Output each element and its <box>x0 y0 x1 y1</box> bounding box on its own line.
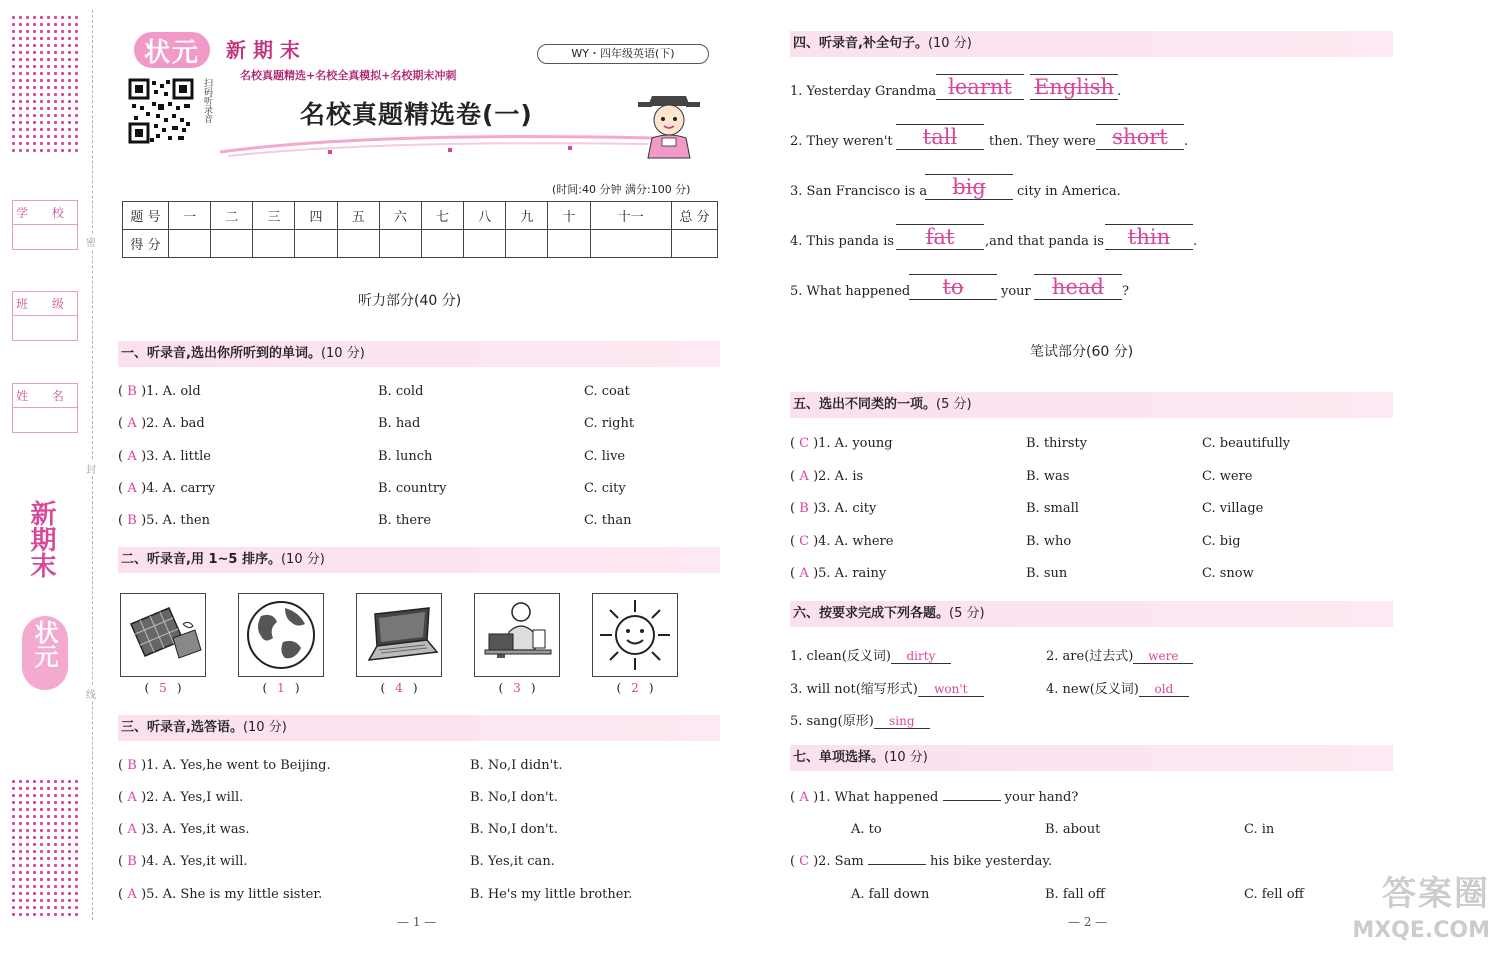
answer-mark: A <box>127 416 137 431</box>
score-input-cell[interactable] <box>672 230 718 258</box>
section-3-header <box>118 715 720 741</box>
s4-item-4-post: . <box>1193 234 1198 249</box>
globe-icon <box>239 594 323 676</box>
s7-item-1-stem: )1. What happened <box>813 790 939 805</box>
blank-bottom-line <box>909 299 997 300</box>
section-3-title: 三、听录音,选答语。 <box>121 720 243 735</box>
score-table-cell: 九 <box>506 202 548 230</box>
s4-item-1-word-1: learnt <box>948 75 1012 99</box>
s4-item-1-pre: 1. Yesterday Grandma <box>790 84 937 99</box>
s3-item-4: ( B )4. A. Yes,it will. <box>118 854 248 869</box>
s5-item-3-c: C. village <box>1202 501 1264 516</box>
blank-bottom-line <box>925 199 1013 200</box>
score-input-cell[interactable] <box>211 230 253 258</box>
score-input-cell[interactable] <box>169 230 211 258</box>
answer-mark: B <box>127 513 137 528</box>
s6-item-4-q: 4. new(反义词) <box>1046 682 1139 697</box>
s3-item-5-a: )5. A. She is my little sister. <box>141 887 323 902</box>
s5-item-5-a: )5. A. rainy <box>813 566 887 581</box>
score-table-cell: 五 <box>337 202 379 230</box>
cut-mark-mi: 密 <box>86 234 96 249</box>
s6-item-3 <box>790 678 984 697</box>
s4-item-1-blank-1 <box>936 74 1024 100</box>
s4-item-2-word-2: short <box>1112 125 1168 149</box>
s1-item-4-c: C. city <box>584 481 626 496</box>
s3-item-5: ( A )5. A. She is my little sister. <box>118 887 323 902</box>
s1-item-4-a: )4. A. carry <box>141 481 216 496</box>
s4-item-3-word-1: big <box>952 175 986 199</box>
section-5-score: (5 分) <box>936 397 972 412</box>
s3-item-5-b: B. He's my little brother. <box>470 887 633 902</box>
section-2-header <box>118 547 720 573</box>
s3-item-2-a: )2. A. Yes,I will. <box>141 790 244 805</box>
s5-item-3-a: )3. A. city <box>813 501 877 516</box>
s5-item-5-c: C. snow <box>1202 566 1254 581</box>
s6-item-5-q: 5. sang(原形) <box>790 714 874 729</box>
s4-item-4-blank-2 <box>1105 224 1193 250</box>
s5-item-4: ( C )4. A. where <box>790 534 894 549</box>
section-3-score: (10 分) <box>242 720 287 735</box>
scan-note: 扫码听录音 <box>202 78 212 123</box>
s6-item-1 <box>790 645 951 664</box>
sidebar-logo-text: 状元 <box>30 620 58 668</box>
picture-4-order: ( 3 ) <box>498 681 536 695</box>
school-label: 学 校 <box>13 201 77 225</box>
s5-item-2-c: C. were <box>1202 469 1253 484</box>
answer-mark: 1 <box>277 681 285 695</box>
picture-2-order: ( 1 ) <box>262 681 300 695</box>
answer-mark: A <box>127 481 137 496</box>
s4-item-2-post: . <box>1184 134 1189 149</box>
page-number-1: — 1 — <box>397 915 437 929</box>
s4-item-5-blank-1 <box>909 274 997 300</box>
answer-mark: A <box>127 822 137 837</box>
scholar-mascot-icon <box>636 88 702 160</box>
s7-item-2-stem: )2. Sam <box>813 854 864 869</box>
score-table-cell: 题 号 <box>123 202 169 230</box>
s5-item-1-b: B. thirsty <box>1026 436 1088 451</box>
blank-bottom-line <box>936 99 1024 100</box>
s6-item-3-answer[interactable]: won't <box>918 682 984 697</box>
section-6-header <box>790 601 1393 627</box>
s1-item-1: ( B )1. A. old <box>118 384 201 399</box>
s6-item-4-answer[interactable]: old <box>1139 682 1189 697</box>
name-label: 姓 名 <box>13 384 77 408</box>
score-input-cell[interactable] <box>295 230 337 258</box>
blank-bottom-line <box>896 249 984 250</box>
answer-mark: 2 <box>631 681 639 695</box>
solar-panel-icon <box>121 594 205 676</box>
s4-item-5-word-1: to <box>942 275 964 299</box>
s4-item-1-post: . <box>1117 84 1122 99</box>
section-1-score: (10 分) <box>320 346 365 361</box>
s4-item-4-word-2: thin <box>1127 225 1171 249</box>
s1-item-3: ( A )3. A. little <box>118 449 211 464</box>
score-table-cell: 二 <box>211 202 253 230</box>
picture-3-order: ( 4 ) <box>380 681 418 695</box>
s3-item-4-b: B. Yes,it can. <box>470 854 555 869</box>
cut-mark-xian: 线 <box>86 686 96 701</box>
s4-item-2-mid: then. They were <box>989 134 1096 149</box>
header-logo: 状元 <box>144 38 201 68</box>
answer-mark: B <box>127 758 137 773</box>
picture-1-order: ( 5 ) <box>144 681 182 695</box>
s4-item-4-pre: 4. This panda is <box>790 234 895 249</box>
s6-item-5 <box>790 710 930 729</box>
s7-item-2-b: B. fall off <box>1045 887 1105 902</box>
s1-item-2-b: B. had <box>378 416 421 431</box>
s5-item-5-b: B. sun <box>1026 566 1068 581</box>
section-5-title: 五、选出不同类的一项。 <box>793 397 937 412</box>
s7-item-1-blank[interactable] <box>943 800 1001 801</box>
blank-bottom-line <box>1105 249 1193 250</box>
sidebar-brand-vertical: 新期末 <box>26 500 56 578</box>
section-7-score: (10 分) <box>884 750 928 765</box>
s7-item-2-blank[interactable] <box>868 864 926 865</box>
answer-mark: C <box>799 854 810 869</box>
score-table-cell: 八 <box>464 202 506 230</box>
name-field[interactable] <box>12 383 78 433</box>
score-input-cell[interactable] <box>506 230 548 258</box>
section-1-title: 一、听录音,选出你所听到的单词。 <box>121 346 321 361</box>
s6-item-4 <box>1046 678 1189 697</box>
answer-mark: B <box>799 501 809 516</box>
writing-heading: 笔试部分(60 分) <box>1030 344 1134 360</box>
answer-mark: 5 <box>159 681 167 695</box>
answer-mark: B <box>127 854 137 869</box>
s5-item-3-b: B. small <box>1026 501 1079 516</box>
s6-item-3-q: 3. will not(缩写形式) <box>790 682 918 697</box>
s3-item-2-b: B. No,I don't. <box>470 790 558 805</box>
s1-item-4-b: B. country <box>378 481 447 496</box>
s4-item-5-pre: 5. What happened <box>790 284 911 299</box>
s1-item-1-c: C. coat <box>584 384 630 399</box>
s4-item-5-mid: your <box>1001 284 1031 299</box>
grade-tag: WY・四年级英语(下) <box>537 44 709 64</box>
s1-item-1-b: B. cold <box>378 384 424 399</box>
score-table <box>122 201 718 258</box>
s1-item-3-a: )3. A. little <box>141 449 211 464</box>
blank-bottom-line <box>1096 149 1184 150</box>
s3-item-3: ( A )3. A. Yes,it was. <box>118 822 250 837</box>
s7-item-1: ( A )1. What happened your hand? <box>790 790 1079 805</box>
s5-item-4-c: C. big <box>1202 534 1241 549</box>
s5-item-2-a: )2. A. is <box>813 469 864 484</box>
header-tagline: 名校真题精选+名校全真模拟+名校期末冲刺 <box>240 69 457 82</box>
picture-5 <box>592 593 678 677</box>
s1-item-2: ( A )2. A. bad <box>118 416 205 431</box>
title-swoosh <box>218 128 658 158</box>
sidebar-dots-bottom <box>10 778 82 916</box>
section-4-header <box>790 31 1393 57</box>
score-table-cell: 四 <box>295 202 337 230</box>
score-table-cell: 十一 <box>590 202 671 230</box>
s1-item-4: ( A )4. A. carry <box>118 481 216 496</box>
s6-item-2 <box>1046 645 1193 664</box>
s6-item-2-q: 2. are(过去式) <box>1046 649 1134 664</box>
s5-item-4-b: B. who <box>1026 534 1072 549</box>
exam-title: 名校真题精选卷(一) <box>300 100 533 129</box>
picture-1 <box>120 593 206 677</box>
class-field[interactable] <box>12 291 78 341</box>
picture-3 <box>356 593 442 677</box>
score-input-cell[interactable] <box>337 230 379 258</box>
sun-icon <box>593 594 677 676</box>
s3-item-4-a: )4. A. Yes,it will. <box>141 854 248 869</box>
s5-item-5: ( A )5. A. rainy <box>790 566 887 581</box>
s1-item-3-b: B. lunch <box>378 449 433 464</box>
s4-item-2-pre: 2. They weren't <box>790 134 893 149</box>
s5-item-2: ( A )2. A. is <box>790 469 864 484</box>
score-table-cell: 七 <box>421 202 463 230</box>
score-input-cell[interactable] <box>421 230 463 258</box>
section-6-score: (5 分) <box>949 606 985 621</box>
s4-item-5-blank-2 <box>1034 274 1122 300</box>
page-number-2: — 2 — <box>1068 915 1108 929</box>
s4-item-3-blank-1 <box>925 174 1013 200</box>
score-table-header-row <box>123 202 718 230</box>
s4-item-1-word-2: English <box>1033 75 1115 99</box>
score-input-cell[interactable] <box>464 230 506 258</box>
s7-item-2-a: A. fall down <box>851 887 930 902</box>
s3-item-1: ( B )1. A. Yes,he went to Beijing. <box>118 758 331 773</box>
s4-item-3-mid: city in America. <box>1017 184 1121 199</box>
s1-item-5-a: )5. A. then <box>141 513 211 528</box>
section-4-score: (10 分) <box>927 36 972 51</box>
score-table-cell: 一 <box>169 202 211 230</box>
s3-item-1-a: )1. A. Yes,he went to Beijing. <box>141 758 331 773</box>
answer-mark: C <box>799 534 810 549</box>
score-table-score-row <box>123 230 718 258</box>
s6-item-5-answer[interactable]: sing <box>874 714 930 729</box>
section-7-title: 七、单项选择。 <box>793 750 885 765</box>
answer-mark: B <box>127 384 137 399</box>
header-brand: 新 期 末 <box>226 38 300 62</box>
s1-item-5-c: C. than <box>584 513 632 528</box>
score-input-cell[interactable] <box>548 230 590 258</box>
s7-item-1-post: your hand? <box>1004 790 1079 805</box>
s5-item-4-a: )4. A. where <box>813 534 894 549</box>
score-table-cell: 总 分 <box>672 202 718 230</box>
blank-bottom-line <box>1030 99 1118 100</box>
s7-item-2-c: C. fell off <box>1244 887 1304 902</box>
score-table-cell: 六 <box>379 202 421 230</box>
s6-item-1-answer[interactable]: dirty <box>891 649 951 664</box>
s3-item-2: ( A )2. A. Yes,I will. <box>118 790 244 805</box>
answer-mark: 3 <box>513 681 521 695</box>
section-7-header <box>790 745 1393 771</box>
answer-mark: A <box>799 469 809 484</box>
s5-item-2-b: B. was <box>1026 469 1070 484</box>
section-5-header <box>790 392 1393 418</box>
score-table-cell: 三 <box>253 202 295 230</box>
s4-item-3-pre: 3. San Francisco is a <box>790 184 928 199</box>
section-2-title: 二、听录音,用 1~5 排序。 <box>121 552 281 567</box>
s5-item-1: ( C )1. A. young <box>790 436 893 451</box>
section-4-title: 四、听录音,补全句子。 <box>793 36 928 51</box>
s1-item-2-a: )2. A. bad <box>141 416 205 431</box>
s4-item-5-post: ? <box>1122 284 1129 299</box>
s3-item-3-b: B. No,I don't. <box>470 822 558 837</box>
listening-heading: 听力部分(40 分) <box>358 293 462 309</box>
score-input-cell[interactable] <box>253 230 295 258</box>
picture-2 <box>238 593 324 677</box>
score-input-cell[interactable] <box>379 230 421 258</box>
watermark-logo: 答案圈 <box>1382 874 1490 914</box>
s7-item-2-post: his bike yesterday. <box>929 854 1053 869</box>
s4-item-2-word-1: tall <box>922 125 958 149</box>
s7-item-1-a: A. to <box>851 822 882 837</box>
s1-item-5-b: B. there <box>378 513 432 528</box>
s7-item-2: ( C )2. Sam his bike yesterday. <box>790 854 1053 869</box>
s6-item-2-answer[interactable]: were <box>1133 649 1193 664</box>
class-label: 班 级 <box>13 292 77 316</box>
cut-mark-feng: 封 <box>86 461 96 476</box>
laptop-icon <box>357 594 441 676</box>
s4-item-4-blank-1 <box>896 224 984 250</box>
qr-code-icon <box>128 78 194 144</box>
section-6-title: 六、按要求完成下列各题。 <box>793 606 950 621</box>
answer-mark: A <box>127 790 137 805</box>
picture-4 <box>474 593 560 677</box>
person-at-computer-icon <box>475 594 559 676</box>
s4-item-2-blank-1 <box>896 124 984 150</box>
s7-item-1-b: B. about <box>1045 822 1101 837</box>
s5-item-3: ( B )3. A. city <box>790 501 877 516</box>
time-info: (时间:40 分钟 满分:100 分) <box>552 183 691 196</box>
score-row-label: 得 分 <box>123 230 169 258</box>
s5-item-1-a: )1. A. young <box>813 436 893 451</box>
s4-item-1-blank-2 <box>1030 74 1118 100</box>
sidebar-dots-top <box>10 14 82 154</box>
section-2-score: (10 分) <box>280 552 325 567</box>
s1-item-1-a: )1. A. old <box>141 384 201 399</box>
s4-item-2-blank-2 <box>1096 124 1184 150</box>
s1-item-5: ( B )5. A. then <box>118 513 211 528</box>
answer-mark: A <box>127 449 137 464</box>
s3-item-3-a: )3. A. Yes,it was. <box>141 822 250 837</box>
score-table-cell: 十 <box>548 202 590 230</box>
picture-5-order: ( 2 ) <box>616 681 654 695</box>
s6-item-1-q: 1. clean(反义词) <box>790 649 891 664</box>
section-1-header <box>118 341 720 367</box>
s3-item-1-b: B. No,I didn't. <box>470 758 563 773</box>
s1-item-3-c: C. live <box>584 449 626 464</box>
s1-item-2-c: C. right <box>584 416 635 431</box>
s4-item-4-word-1: fat <box>925 225 955 249</box>
s7-item-1-c: C. in <box>1244 822 1275 837</box>
s5-item-1-c: C. beautifully <box>1202 436 1291 451</box>
answer-mark: A <box>799 790 809 805</box>
s4-item-4-mid: ,and that panda is <box>985 234 1104 249</box>
blank-bottom-line <box>1034 299 1122 300</box>
s4-item-5-word-2: head <box>1052 275 1104 299</box>
score-input-cell[interactable] <box>590 230 671 258</box>
school-field[interactable] <box>12 200 78 250</box>
answer-mark: 4 <box>395 681 403 695</box>
answer-mark: A <box>799 566 809 581</box>
blank-bottom-line <box>896 149 984 150</box>
watermark-url: MXQE.COM <box>1352 918 1490 943</box>
answer-mark: C <box>799 436 810 451</box>
answer-mark: A <box>127 887 137 902</box>
